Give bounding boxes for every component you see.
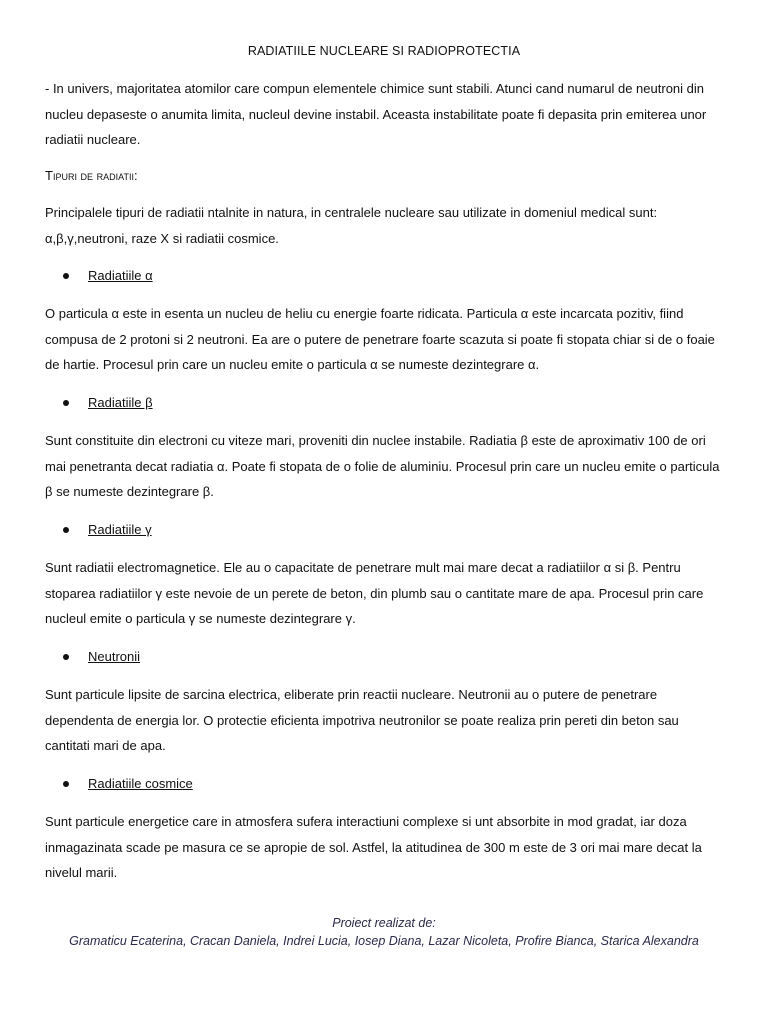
section-text-cosmic: Sunt particule energetice care in atmosfera sufera interactiuni complexe si unt absorbite in mod gradat, iar doza inmagazinata scade pe masura ce se apropie de sol. Astfel, la atitudinea de 300 m este de 3 ori mai mare decat la nivelul marii.: [45, 814, 702, 881]
section-text-neutrons: Sunt particule lipsite de sarcina electrica, eliberate prin reactii nucleare. Neutronii au o putere de penetrare dependenta de energia lor. O protectie eficienta impotriva neutronilor se poate realiza prin pereti din beton sau cantitati mari de apa.: [45, 687, 679, 754]
bullet-icon: [63, 781, 69, 787]
section-heading-cosmic: Radiatiile cosmice: [88, 776, 193, 791]
types-paragraph: Principalele tipuri de radiatii ntalnite in natura, in centralele nucleare sau utilizate in domeniul medical sunt: α,β,γ,neutroni, raze X si radiatii cosmice.: [45, 205, 658, 246]
section-heading-beta: Radiatiile β: [88, 395, 153, 410]
bullet-item-beta: [63, 395, 153, 410]
section-heading-gamma: Radiatiile γ: [88, 522, 152, 537]
bullet-item-alpha: [63, 268, 153, 283]
bullet-item-neutrons: [63, 649, 140, 664]
bullet-icon: [63, 654, 69, 660]
bullet-item-gamma: [63, 522, 152, 537]
document-title: RADIATIILE NUCLEARE SI RADIOPROTECTIA: [247, 44, 521, 58]
section-heading-neutrons: Neutronii: [88, 649, 141, 664]
footer-credit-label: Proiect realizat de:: [332, 916, 436, 930]
section-text-alpha: O particula α este in esenta un nucleu de heliu cu energie foarte ridicata. Particula α este incarcata pozitiv, fiind compusa de 2 protoni si 2 neutroni. Ea are o putere de penetrare foarte scazuta si poate fi stopata chiar si de o foaie de hartie. Procesul prin care un nucleu emite o particula α se numeste dezintegrare α.: [45, 306, 715, 373]
footer-authors: Gramaticu Ecaterina, Cracan Daniela, Indrei Lucia, Iosep Diana, Lazar Nicoleta, Profire Bianca, Starica Alexandra: [69, 934, 699, 948]
section-heading-alpha: Radiatiile α: [88, 268, 153, 283]
types-heading: Tipuri de radiatii:: [45, 168, 138, 183]
section-text-gamma: Sunt radiatii electromagnetice. Ele au o capacitate de penetrare mult mai mare decat a radiatiilor α si β. Pentru stoparea radiatiilor γ este nevoie de un perete de beton, din plumb sau o cantitate mare de apa. Procesul prin care nucleul emite o particula γ se numeste dezintegrare γ.: [45, 560, 704, 627]
bullet-item-cosmic: [63, 776, 193, 791]
footer: [0, 914, 768, 950]
section-text-beta: Sunt constituite din electroni cu viteze mari, proveniti din nuclee instabile. Radiatia β este de aproximativ 100 de ori mai penetranta decat radiatia α. Poate fi stopata de o folie de aluminiu. Procesul prin care un nucleu emite o particula β se numeste dezintegrare β.: [45, 433, 720, 500]
bullet-icon: [63, 400, 69, 406]
intro-paragraph: - In univers, majoritatea atomilor care compun elementele chimice sunt stabili. Atunci cand numarul de neutroni din nucleu depaseste o anumita limita, nucleul devine instabil. Aceasta instabilitate poate fi depasita prin emiterea unor radiatii nucleare.: [45, 81, 707, 148]
bullet-icon: [63, 527, 69, 533]
bullet-icon: [63, 273, 69, 279]
